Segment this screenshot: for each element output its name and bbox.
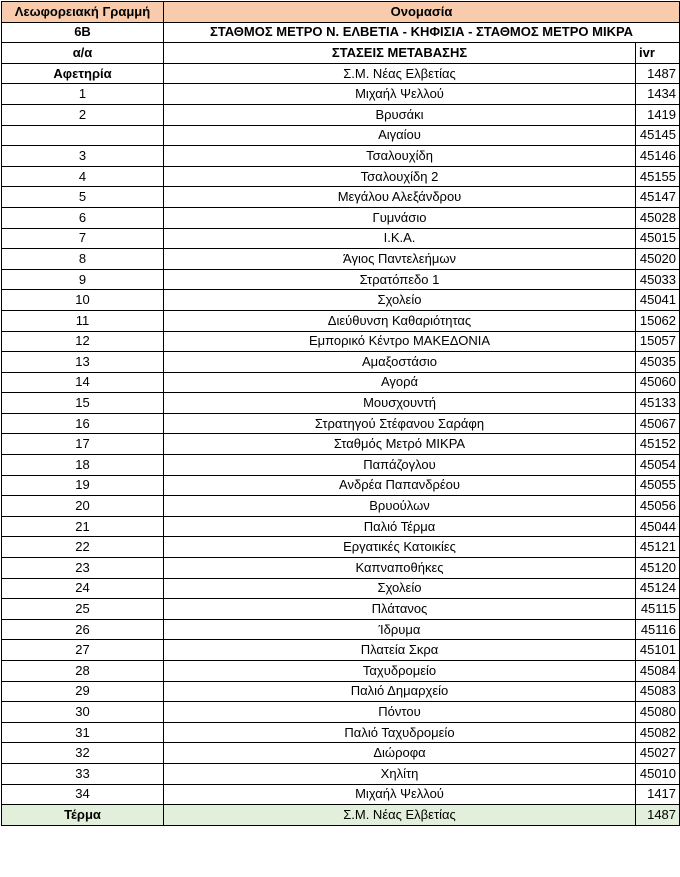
stop-seq-cell: 23 bbox=[2, 558, 164, 579]
stop-seq-cell: 27 bbox=[2, 640, 164, 661]
stop-seq-cell: 15 bbox=[2, 393, 164, 414]
stop-seq-cell: 10 bbox=[2, 290, 164, 311]
stop-ivr-cell: 45044 bbox=[636, 516, 680, 537]
stop-name-cell: Ι.Κ.Α. bbox=[164, 228, 636, 249]
stop-seq-cell: 9 bbox=[2, 269, 164, 290]
stop-ivr-cell: 45083 bbox=[636, 681, 680, 702]
stop-ivr-cell: 45060 bbox=[636, 372, 680, 393]
stop-ivr-cell: 45067 bbox=[636, 413, 680, 434]
route-stops-table bbox=[1, 1, 680, 826]
stop-seq-cell: 20 bbox=[2, 496, 164, 517]
stop-ivr-cell: 45082 bbox=[636, 722, 680, 743]
stop-ivr-cell: 45120 bbox=[636, 558, 680, 579]
stop-name-cell: Βρυούλων bbox=[164, 496, 636, 517]
table-row bbox=[2, 207, 680, 228]
table-row bbox=[2, 722, 680, 743]
stop-name-cell: Τσαλουχίδη bbox=[164, 146, 636, 167]
table-row bbox=[2, 784, 680, 805]
stop-name-cell: Στρατόπεδο 1 bbox=[164, 269, 636, 290]
stop-ivr-cell: 45084 bbox=[636, 661, 680, 682]
table-row bbox=[2, 763, 680, 784]
stop-name-cell: Σ.Μ. Νέας Ελβετίας bbox=[164, 805, 636, 826]
stop-seq-cell: 22 bbox=[2, 537, 164, 558]
table-row bbox=[2, 290, 680, 311]
stop-ivr-cell: 1417 bbox=[636, 784, 680, 805]
table-row bbox=[2, 558, 680, 579]
name-label-cell: Ονομασία bbox=[164, 2, 680, 23]
stop-ivr-cell: 45115 bbox=[636, 599, 680, 620]
stop-name-cell: Στρατηγού Στέφανου Σαράφη bbox=[164, 413, 636, 434]
stop-seq-cell: 8 bbox=[2, 249, 164, 270]
table-row bbox=[2, 516, 680, 537]
stop-ivr-cell: 45145 bbox=[636, 125, 680, 146]
stop-name-cell: Διώροφα bbox=[164, 743, 636, 764]
table-row bbox=[2, 228, 680, 249]
stop-name-cell: Σ.Μ. Νέας Ελβετίας bbox=[164, 63, 636, 84]
stop-seq-cell: 17 bbox=[2, 434, 164, 455]
stop-seq-cell: 13 bbox=[2, 352, 164, 373]
line-label-cell: Λεωφορειακή Γραμμή bbox=[2, 2, 164, 23]
stop-ivr-cell: 15057 bbox=[636, 331, 680, 352]
stop-seq-cell: 2 bbox=[2, 104, 164, 125]
stop-ivr-cell: 45056 bbox=[636, 496, 680, 517]
table-row bbox=[2, 331, 680, 352]
stop-ivr-cell: 1487 bbox=[636, 63, 680, 84]
table-row bbox=[2, 372, 680, 393]
table-row bbox=[2, 455, 680, 476]
stop-ivr-cell: 45020 bbox=[636, 249, 680, 270]
table-row bbox=[2, 187, 680, 208]
header-row-route bbox=[2, 22, 680, 43]
stop-name-cell: Βρυσάκι bbox=[164, 104, 636, 125]
stop-seq-cell: 28 bbox=[2, 661, 164, 682]
header-row-columns bbox=[2, 43, 680, 64]
table-row bbox=[2, 805, 680, 826]
stop-name-cell: Πλάτανος bbox=[164, 599, 636, 620]
table-row bbox=[2, 681, 680, 702]
table-row bbox=[2, 352, 680, 373]
table-row bbox=[2, 146, 680, 167]
stop-seq-cell: 4 bbox=[2, 166, 164, 187]
table-row bbox=[2, 125, 680, 146]
stop-ivr-cell: 45146 bbox=[636, 146, 680, 167]
stop-name-cell: Γυμνάσιο bbox=[164, 207, 636, 228]
stop-seq-cell: 7 bbox=[2, 228, 164, 249]
column-header-seq: α/α bbox=[2, 43, 164, 64]
stop-name-cell: Διεύθυνση Καθαριότητας bbox=[164, 310, 636, 331]
stop-seq-cell: 25 bbox=[2, 599, 164, 620]
stop-name-cell: Πλατεία Σκρα bbox=[164, 640, 636, 661]
stop-ivr-cell: 45133 bbox=[636, 393, 680, 414]
stop-seq-cell: Αφετηρία bbox=[2, 63, 164, 84]
stop-name-cell: Σταθμός Μετρό ΜΙΚΡΑ bbox=[164, 434, 636, 455]
stop-seq-cell: 6 bbox=[2, 207, 164, 228]
stop-seq-cell: 14 bbox=[2, 372, 164, 393]
stop-name-cell: Ίδρυμα bbox=[164, 619, 636, 640]
stop-ivr-cell: 45015 bbox=[636, 228, 680, 249]
stop-ivr-cell: 45116 bbox=[636, 619, 680, 640]
stop-seq-cell: 1 bbox=[2, 84, 164, 105]
stop-seq-cell: 30 bbox=[2, 702, 164, 723]
stop-seq-cell: 19 bbox=[2, 475, 164, 496]
stop-ivr-cell: 45080 bbox=[636, 702, 680, 723]
stop-ivr-cell: 15062 bbox=[636, 310, 680, 331]
stop-ivr-cell: 45124 bbox=[636, 578, 680, 599]
stop-name-cell: Σχολείο bbox=[164, 290, 636, 311]
stop-ivr-cell: 45155 bbox=[636, 166, 680, 187]
stop-seq-cell: 34 bbox=[2, 784, 164, 805]
stop-name-cell: Σχολείο bbox=[164, 578, 636, 599]
table-row bbox=[2, 475, 680, 496]
stop-ivr-cell: 45041 bbox=[636, 290, 680, 311]
table-row bbox=[2, 743, 680, 764]
stop-ivr-cell: 45028 bbox=[636, 207, 680, 228]
table-row bbox=[2, 393, 680, 414]
stop-seq-cell: 32 bbox=[2, 743, 164, 764]
stop-ivr-cell: 45027 bbox=[636, 743, 680, 764]
stop-seq-cell: 16 bbox=[2, 413, 164, 434]
stop-name-cell: Καπναποθήκες bbox=[164, 558, 636, 579]
stop-seq-cell: 26 bbox=[2, 619, 164, 640]
stops-body bbox=[2, 63, 680, 825]
route-name-cell: ΣΤΑΘΜΟΣ ΜΕΤΡΟ Ν. ΕΛΒΕΤΙΑ - ΚΗΦΙΣΙΑ - ΣΤΑΘΜΟΣ ΜΕΤΡΟ ΜΙΚΡΑ bbox=[164, 22, 680, 43]
stop-name-cell: Παλιό Δημαρχείο bbox=[164, 681, 636, 702]
stop-ivr-cell: 1487 bbox=[636, 805, 680, 826]
table-row bbox=[2, 84, 680, 105]
stop-ivr-cell: 1434 bbox=[636, 84, 680, 105]
stop-ivr-cell: 45101 bbox=[636, 640, 680, 661]
table-row bbox=[2, 537, 680, 558]
stop-name-cell: Άγιος Παντελεήμων bbox=[164, 249, 636, 270]
stop-ivr-cell: 45035 bbox=[636, 352, 680, 373]
table-row bbox=[2, 104, 680, 125]
stop-name-cell: Ανδρέα Παπανδρέου bbox=[164, 475, 636, 496]
stop-seq-cell: 11 bbox=[2, 310, 164, 331]
stop-seq-cell: 5 bbox=[2, 187, 164, 208]
stop-seq-cell: 21 bbox=[2, 516, 164, 537]
stop-seq-cell: 31 bbox=[2, 722, 164, 743]
stop-ivr-cell: 45121 bbox=[636, 537, 680, 558]
table-row bbox=[2, 310, 680, 331]
table-row bbox=[2, 496, 680, 517]
stop-name-cell: Μιχαήλ Ψελλού bbox=[164, 84, 636, 105]
stop-seq-cell: 33 bbox=[2, 763, 164, 784]
stop-name-cell: Μεγάλου Αλεξάνδρου bbox=[164, 187, 636, 208]
table-row bbox=[2, 63, 680, 84]
stop-name-cell: Τσαλουχίδη 2 bbox=[164, 166, 636, 187]
stop-ivr-cell: 1419 bbox=[636, 104, 680, 125]
stop-name-cell: Εμπορικό Κέντρο ΜΑΚΕΔΟΝΙΑ bbox=[164, 331, 636, 352]
stop-name-cell: Εργατικές Κατοικίες bbox=[164, 537, 636, 558]
column-header-stops: ΣΤΑΣΕΙΣ ΜΕΤΑΒΑΣΗΣ bbox=[164, 43, 636, 64]
stop-name-cell: Παπάζογλου bbox=[164, 455, 636, 476]
table-row bbox=[2, 269, 680, 290]
table-row bbox=[2, 702, 680, 723]
stop-ivr-cell: 45033 bbox=[636, 269, 680, 290]
stop-seq-cell: 3 bbox=[2, 146, 164, 167]
stop-seq-cell: 24 bbox=[2, 578, 164, 599]
stop-ivr-cell: 45054 bbox=[636, 455, 680, 476]
stop-name-cell: Ταχυδρομείο bbox=[164, 661, 636, 682]
stop-name-cell: Αμαξοστάσιο bbox=[164, 352, 636, 373]
table-row bbox=[2, 578, 680, 599]
table-row bbox=[2, 249, 680, 270]
table-row bbox=[2, 661, 680, 682]
stop-name-cell: Αιγαίου bbox=[164, 125, 636, 146]
line-code-cell: 6Β bbox=[2, 22, 164, 43]
stop-name-cell: Παλιό Ταχυδρομείο bbox=[164, 722, 636, 743]
stop-seq-cell: 12 bbox=[2, 331, 164, 352]
stop-name-cell: Μιχαήλ Ψελλού bbox=[164, 784, 636, 805]
table-row bbox=[2, 434, 680, 455]
stop-ivr-cell: 45055 bbox=[636, 475, 680, 496]
table-row bbox=[2, 166, 680, 187]
stop-name-cell: Παλιό Τέρμα bbox=[164, 516, 636, 537]
stop-name-cell: Αγορά bbox=[164, 372, 636, 393]
table-row bbox=[2, 599, 680, 620]
stop-seq-cell: 18 bbox=[2, 455, 164, 476]
stop-ivr-cell: 45010 bbox=[636, 763, 680, 784]
stop-seq-cell bbox=[2, 125, 164, 146]
stop-name-cell: Χηλίτη bbox=[164, 763, 636, 784]
header-row-titles bbox=[2, 2, 680, 23]
stop-ivr-cell: 45147 bbox=[636, 187, 680, 208]
table-row bbox=[2, 619, 680, 640]
stop-seq-cell: Τέρμα bbox=[2, 805, 164, 826]
stop-name-cell: Πόντου bbox=[164, 702, 636, 723]
column-header-ivr: ivr bbox=[636, 43, 680, 64]
stop-seq-cell: 29 bbox=[2, 681, 164, 702]
table-row bbox=[2, 413, 680, 434]
stop-name-cell: Μουσχουντή bbox=[164, 393, 636, 414]
stop-ivr-cell: 45152 bbox=[636, 434, 680, 455]
table-row bbox=[2, 640, 680, 661]
